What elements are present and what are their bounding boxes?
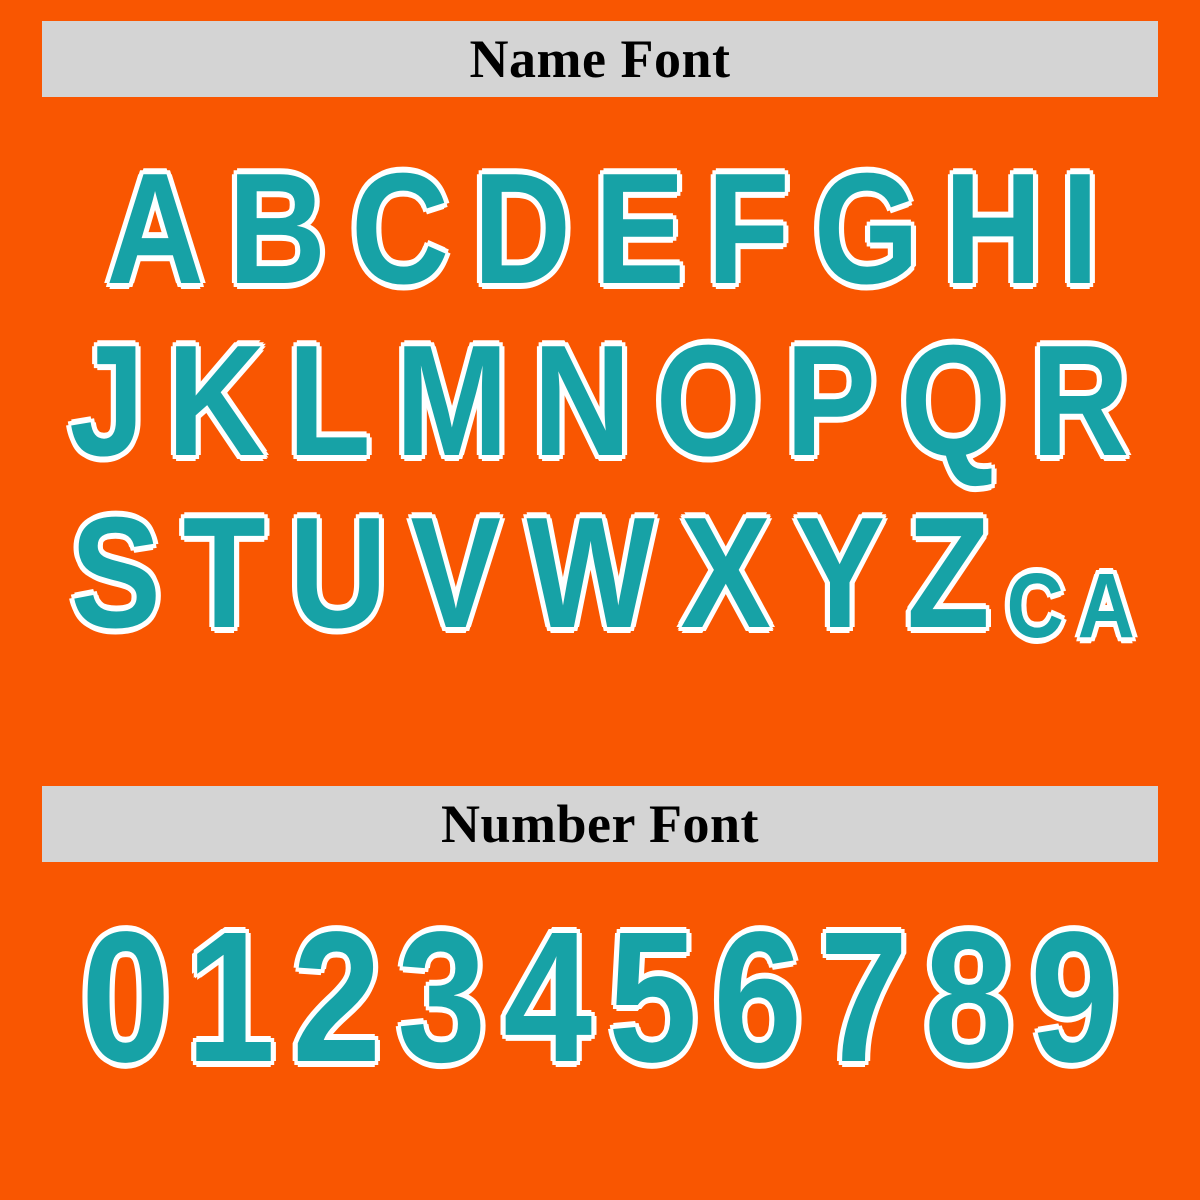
glyph-A: A <box>106 141 205 317</box>
glyph-B: B <box>228 141 327 317</box>
glyph-6: 6 <box>713 894 803 1101</box>
glyph-F: F <box>706 141 790 317</box>
glyph-U: U <box>288 485 387 661</box>
glyph-H: H <box>943 141 1042 317</box>
glyph-2: 2 <box>291 894 381 1101</box>
glyph-Q: Q <box>900 313 1007 489</box>
glyph-V: V <box>410 485 501 661</box>
glyph-D: D <box>472 141 571 317</box>
glyph-1: 1 <box>186 894 276 1101</box>
numbers-row <box>35 894 1165 1101</box>
glyph-L: L <box>287 313 371 489</box>
number-font-header-bar <box>42 786 1158 862</box>
glyph-C: C <box>350 141 449 317</box>
glyph-3: 3 <box>397 894 487 1101</box>
number-font-label: Number Font <box>440 794 759 854</box>
glyph-Z: Z <box>906 485 990 661</box>
glyph-N: N <box>533 313 632 489</box>
glyph-M: M <box>394 313 509 489</box>
alphabet-row-2 <box>35 313 1165 489</box>
glyph-0: 0 <box>80 894 170 1101</box>
glyph-I: I <box>1060 141 1099 317</box>
glyph-J: J <box>69 313 145 489</box>
glyph-small-A: A <box>1077 555 1135 657</box>
glyph-4: 4 <box>502 894 592 1101</box>
glyph-9: 9 <box>1030 894 1120 1101</box>
name-font-header-bar <box>42 21 1158 97</box>
glyph-E: E <box>594 141 685 317</box>
glyph-G: G <box>813 141 920 317</box>
glyph-Y: Y <box>793 485 885 661</box>
alphabet-row-3 <box>35 485 1165 661</box>
alphabet-glyph-block <box>0 141 1200 661</box>
glyph-R: R <box>1030 313 1129 489</box>
glyph-X: X <box>680 485 772 661</box>
glyph-O: O <box>656 313 762 489</box>
glyph-small-C: C <box>1007 555 1065 657</box>
numbers-glyph-block <box>0 894 1200 1101</box>
glyph-W: W <box>526 485 655 661</box>
glyph-P: P <box>785 313 877 489</box>
glyph-K: K <box>167 313 266 489</box>
name-font-label: Name Font <box>469 29 731 89</box>
glyph-S: S <box>70 485 161 661</box>
glyph-5: 5 <box>608 894 698 1101</box>
glyph-T: T <box>182 485 266 661</box>
glyph-8: 8 <box>924 894 1014 1101</box>
alphabet-row-1 <box>35 141 1165 317</box>
glyph-7: 7 <box>819 894 909 1101</box>
